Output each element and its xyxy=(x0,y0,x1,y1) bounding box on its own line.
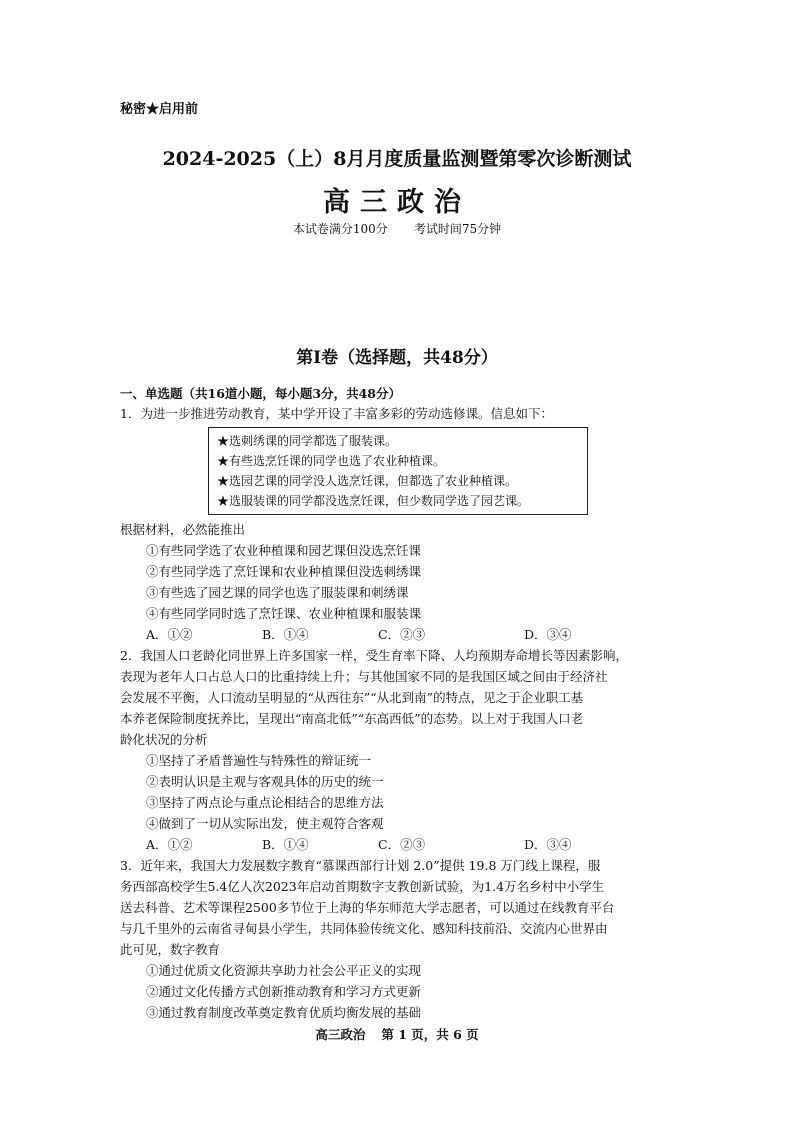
section-title: 一、单选题（共16道小题，每小题3分，共48分） xyxy=(120,386,401,401)
choice-c: C．②③ xyxy=(378,837,426,852)
option: ②有些同学选了烹饪课和农业种植课但没选刺绣课 xyxy=(146,564,422,579)
exam-meta xyxy=(0,220,794,237)
option: ①坚持了矛盾普遍性与特殊性的辩证统一 xyxy=(146,753,372,768)
question-stem-line: 务西部高校学生5.4亿人次2023年启动首期数字支教创新试验，为1.4万名乡村中小学生 xyxy=(120,879,605,894)
option: ④做到了一切从实际出发，使主观符合客观 xyxy=(146,816,384,831)
option: ③有些选了园艺课的同学也选了服装课和刺绣课 xyxy=(146,585,409,600)
question-stem-line: 2．我国人口老龄化同世界上许多国家一样，受生育率下降、人均预期寿命增长等因素影响， xyxy=(120,648,628,663)
question-stem-line: 龄化状况的分析 xyxy=(120,732,208,747)
answer-choices xyxy=(120,834,680,855)
question-stem-line: 本养老保险制度抚养比，呈现出“南高北低”“东高西低”的态势。以上对于我国人口老 xyxy=(120,711,584,726)
question-3 xyxy=(120,855,680,1023)
exam-title: 2024-2025（上）8月月度质量监测暨第零次诊断测试 xyxy=(162,148,632,170)
choice-d: D．③④ xyxy=(524,627,572,642)
answer-choices xyxy=(120,624,680,645)
time-info: 考试时间75分钟 xyxy=(413,222,502,236)
info-line: ★选园艺课的同学没人选烹饪课，但都选了农业种植课。 xyxy=(217,474,518,488)
option: ④有些同学同时选了烹饪课、农业种植课和服装课 xyxy=(146,606,422,621)
page-number: 第 1 页，共 6 页 xyxy=(381,1027,479,1042)
choice-a: A．①② xyxy=(146,837,193,852)
question-prompt: 根据材料，必然能推出 xyxy=(120,522,246,537)
score-info: 本试卷满分100分 xyxy=(292,222,388,236)
choice-b: B．①④ xyxy=(262,837,309,852)
question-stem-line: 此可见，数字教育 xyxy=(120,942,221,957)
question-stem-line: 3．近年来，我国大力发展数字教育“慕课西部行计划 2.0”提供 19.8 万门线上课程，服 xyxy=(120,858,601,873)
question-stem-line: 表现为老年人口占总人口的比重持续上升；与其他国家不同的是我国区域之间由于经济社 xyxy=(120,669,608,684)
choice-b: B．①④ xyxy=(262,627,309,642)
subject-title: 高三政治 xyxy=(323,187,471,218)
info-line: ★选服装课的同学都没选烹饪课，但少数同学选了园艺课。 xyxy=(217,494,530,508)
footer-subject: 高三政治 xyxy=(315,1027,366,1042)
question-2 xyxy=(120,645,680,855)
question-stem-line: 与几千里外的云南省寻甸县小学生，共同体验传统文化、感知科技前沿、交流内心世界由 xyxy=(120,921,608,936)
choice-d: D．③④ xyxy=(524,837,572,852)
choice-a: A．①② xyxy=(146,627,193,642)
info-line: ★选刺绣课的同学都选了服装课。 xyxy=(217,434,398,448)
option: ①通过优质文化资源共享助力社会公平正义的实现 xyxy=(146,963,422,978)
question-stem: 1．为进一步推进劳动教育，某中学开设了丰富多彩的劳动选修课。信息如下： xyxy=(120,406,553,421)
confidential-label: 秘密★启用前 xyxy=(120,102,199,117)
part-title: 第Ⅰ卷（选择题，共48分） xyxy=(296,348,498,368)
question-stem-line: 送去科普、艺术等课程2500多节位于上海的华东师范大学志愿者，可以通过在线教育平台 xyxy=(120,900,615,915)
page-footer xyxy=(0,1025,794,1043)
option: ③通过教育制度改革奠定教育优质均衡发展的基础 xyxy=(146,1005,422,1020)
info-line: ★有些选烹饪课的同学也选了农业种植课。 xyxy=(217,454,446,468)
option: ②表明认识是主观与客观具体的历史的统一 xyxy=(146,774,384,789)
info-box xyxy=(208,427,588,515)
option: ③坚持了两点论与重点论相结合的思维方法 xyxy=(146,795,384,810)
question-1 xyxy=(120,403,680,645)
option: ②通过文化传播方式创新推动教育和学习方式更新 xyxy=(146,984,422,999)
question-stem-line: 会发展不平衡，人口流动呈明显的“从西往东”“从北到南”的特点，见之于企业职工基 xyxy=(120,690,584,705)
choice-c: C．②③ xyxy=(378,627,426,642)
questions xyxy=(120,403,680,1023)
option: ①有些同学选了农业种植课和园艺课但没选烹饪课 xyxy=(146,543,422,558)
